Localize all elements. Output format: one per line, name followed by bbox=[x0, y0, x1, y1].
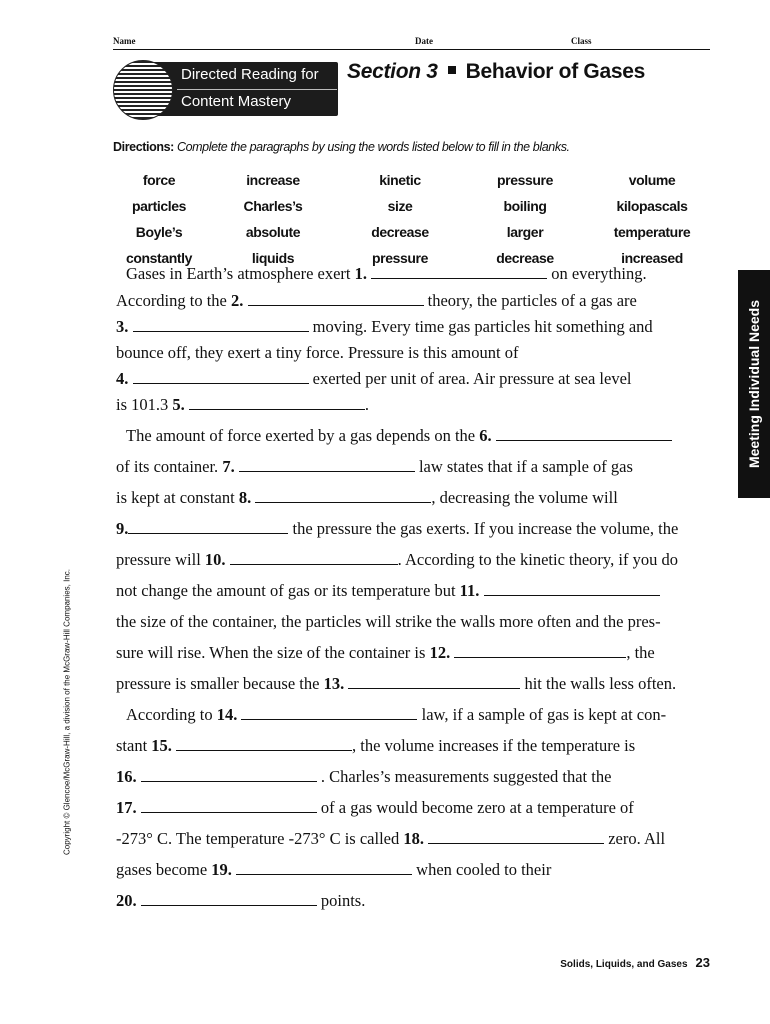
paragraph-line bbox=[126, 264, 647, 284]
blank-number: 16. bbox=[116, 767, 137, 786]
blank-number: 17. bbox=[116, 798, 137, 817]
line-text: Gases in Earth’s atmosphere exert bbox=[126, 264, 355, 283]
answer-blank-14[interactable] bbox=[241, 705, 417, 720]
answer-blank-15[interactable] bbox=[176, 736, 352, 751]
name-label: Name bbox=[113, 36, 136, 46]
logo-line-1: Directed Reading for bbox=[181, 66, 319, 83]
blank-number: 6. bbox=[479, 426, 492, 445]
section-topic: Behavior of Gases bbox=[465, 60, 645, 83]
paragraph-line bbox=[116, 550, 678, 570]
blank-number: 5. bbox=[172, 395, 185, 414]
blank-number: 2. bbox=[231, 291, 244, 310]
answer-blank-7[interactable] bbox=[239, 457, 415, 472]
answer-blank-19[interactable] bbox=[236, 860, 412, 875]
line-text: of its container. bbox=[116, 457, 223, 476]
logo-line-2: Content Mastery bbox=[181, 93, 292, 110]
word-bank-item: decrease bbox=[496, 250, 554, 266]
line-text: law states that if a sample of gas bbox=[414, 457, 633, 476]
paragraph-line bbox=[126, 426, 672, 446]
blank-number: 11. bbox=[459, 581, 480, 600]
footer-book-title: Solids, Liquids, and Gases bbox=[560, 959, 688, 970]
line-text: hit the walls less often. bbox=[520, 674, 677, 693]
paragraph-line bbox=[126, 705, 666, 725]
word-bank-item: Boyle’s bbox=[135, 224, 183, 240]
blank-number: 13. bbox=[323, 674, 345, 693]
line-text: According to the bbox=[116, 291, 232, 310]
directions-text: Complete the paragraphs by using the words listed below to fill in the blanks. bbox=[176, 140, 570, 154]
blank-number: 18. bbox=[403, 829, 424, 848]
answer-blank-8[interactable] bbox=[255, 488, 431, 503]
word-bank-item: pressure bbox=[497, 172, 553, 188]
line-text: when cooled to their bbox=[412, 860, 552, 879]
paragraph-line bbox=[116, 581, 660, 601]
answer-blank-16[interactable] bbox=[141, 767, 317, 782]
blank-number: 14. bbox=[216, 705, 238, 724]
line-text: . bbox=[364, 395, 370, 414]
page-footer bbox=[560, 955, 710, 970]
copyright-text: Copyright © Glencoe/McGraw-Hill, a division of the McGraw-Hill Companies, Inc. bbox=[62, 569, 72, 855]
paragraph-line bbox=[116, 736, 635, 756]
paragraph-line bbox=[116, 643, 655, 663]
answer-blank-13[interactable] bbox=[348, 674, 520, 689]
word-bank-item: absolute bbox=[245, 224, 301, 240]
paragraph-line bbox=[116, 519, 678, 539]
line-text: pressure is smaller because the bbox=[116, 674, 324, 693]
sidebar-tab bbox=[738, 270, 770, 498]
answer-blank-4[interactable] bbox=[133, 369, 309, 384]
word-bank-item: temperature bbox=[613, 224, 691, 240]
answer-blank-1[interactable] bbox=[371, 264, 547, 279]
line-text: , decreasing the volume will bbox=[431, 488, 618, 507]
word-bank-item: volume bbox=[628, 172, 676, 188]
word-bank-item: size bbox=[387, 198, 413, 214]
answer-blank-18[interactable] bbox=[428, 829, 604, 844]
word-bank-item: pressure bbox=[372, 250, 428, 266]
word-bank-item: Charles’s bbox=[243, 198, 303, 214]
header-row bbox=[113, 35, 710, 50]
answer-blank-12[interactable] bbox=[454, 643, 626, 658]
directions bbox=[113, 140, 570, 154]
class-label: Class bbox=[571, 36, 592, 46]
paragraph-line bbox=[116, 860, 551, 880]
blank-number: 7. bbox=[222, 457, 235, 476]
paragraph-line bbox=[116, 457, 633, 477]
answer-blank-20[interactable] bbox=[141, 891, 317, 906]
blank-number: 8. bbox=[238, 488, 252, 507]
word-bank-item: boiling bbox=[503, 198, 547, 214]
blank-number: 12. bbox=[429, 643, 451, 662]
answer-blank-9[interactable] bbox=[128, 519, 288, 534]
line-text: moving. Every time gas particles hit something and bbox=[308, 317, 653, 336]
line-text: . Charles’s measurements suggested that the bbox=[316, 767, 612, 786]
word-bank-item: increase bbox=[246, 172, 300, 188]
word-bank-item: kinetic bbox=[379, 172, 421, 188]
answer-blank-10[interactable] bbox=[230, 550, 398, 565]
line-text: not change the amount of gas or its temperature but bbox=[116, 581, 460, 600]
line-text: -273° C. The temperature -273° C is called bbox=[116, 829, 404, 848]
answer-blank-17[interactable] bbox=[141, 798, 317, 813]
blank-number: 1. bbox=[354, 264, 368, 283]
answer-blank-5[interactable] bbox=[189, 395, 365, 410]
line-text: is 101.3 bbox=[116, 395, 173, 414]
word-bank-item: constantly bbox=[125, 250, 192, 266]
directions-label: Directions: bbox=[113, 140, 174, 154]
word-bank-item: particles bbox=[132, 198, 186, 214]
directed-reading-logo bbox=[113, 60, 338, 118]
paragraph-line bbox=[116, 488, 618, 508]
paragraph-line: bounce off, they exert a tiny force. Pressure is this amount of bbox=[116, 343, 519, 362]
date-label: Date bbox=[415, 36, 433, 46]
blank-number: 3. bbox=[116, 317, 129, 336]
paragraph-line bbox=[116, 369, 631, 389]
word-bank-item: larger bbox=[506, 224, 544, 240]
line-text: on everything. bbox=[547, 264, 647, 283]
word-bank-item: decrease bbox=[371, 224, 429, 240]
paragraph-line bbox=[116, 891, 365, 911]
line-text: According to bbox=[126, 705, 217, 724]
logo-divider bbox=[177, 89, 337, 90]
paragraph-line bbox=[116, 317, 653, 337]
section-number: Section 3 bbox=[347, 60, 438, 83]
answer-blank-11[interactable] bbox=[484, 581, 660, 596]
square-bullet-icon bbox=[448, 66, 456, 74]
word-bank-item: liquids bbox=[251, 250, 295, 266]
paragraph-line bbox=[116, 395, 369, 415]
page-number: 23 bbox=[695, 955, 710, 970]
paragraph-line bbox=[116, 798, 634, 818]
line-text: of a gas would become zero at a temperature of bbox=[316, 798, 634, 817]
word-bank-item: kilopascals bbox=[616, 198, 688, 214]
line-text: is kept at constant bbox=[116, 488, 239, 507]
sidebar-tab-label: Meeting Individual Needs bbox=[746, 299, 762, 469]
striped-circle-icon bbox=[113, 60, 173, 120]
line-text: points. bbox=[316, 891, 366, 910]
blank-number: 4. bbox=[116, 369, 129, 388]
line-text: the pressure the gas exerts. If you increase the volume, the bbox=[288, 519, 679, 538]
paragraph-line bbox=[116, 829, 665, 849]
blank-number: 20. bbox=[116, 891, 137, 910]
paragraph-line bbox=[116, 291, 637, 311]
blank-number: 10. bbox=[204, 550, 226, 569]
blank-number: 15. bbox=[151, 736, 172, 755]
line-text: The amount of force exerted by a gas depends on the bbox=[126, 426, 480, 445]
answer-blank-2[interactable] bbox=[248, 291, 424, 306]
line-text: law, if a sample of gas is kept at con- bbox=[417, 705, 667, 724]
line-text: gases become bbox=[116, 860, 212, 879]
line-text: stant bbox=[116, 736, 152, 755]
line-text: , the volume increases if the temperature is bbox=[352, 736, 636, 755]
line-text: . According to the kinetic theory, if you do bbox=[397, 550, 678, 569]
line-text: pressure will bbox=[116, 550, 205, 569]
word-bank-item: force bbox=[142, 172, 176, 188]
answer-blank-3[interactable] bbox=[133, 317, 309, 332]
line-text: , the bbox=[626, 643, 655, 662]
blank-number: 9. bbox=[116, 519, 129, 538]
line-text: exerted per unit of area. Air pressure at sea level bbox=[308, 369, 632, 388]
paragraph-line: the size of the container, the particles will strike the walls more often and the pres- bbox=[116, 612, 661, 631]
line-text: zero. All bbox=[604, 829, 666, 848]
word-bank bbox=[113, 172, 713, 269]
page-title bbox=[347, 60, 645, 84]
line-text: sure will rise. When the size of the container is bbox=[116, 643, 430, 662]
word-bank-item: increased bbox=[621, 250, 683, 266]
answer-blank-6[interactable] bbox=[496, 426, 672, 441]
paragraph-line bbox=[116, 674, 676, 694]
paragraph-line bbox=[116, 767, 611, 787]
line-text: theory, the particles of a gas are bbox=[423, 291, 637, 310]
blank-number: 19. bbox=[211, 860, 232, 879]
